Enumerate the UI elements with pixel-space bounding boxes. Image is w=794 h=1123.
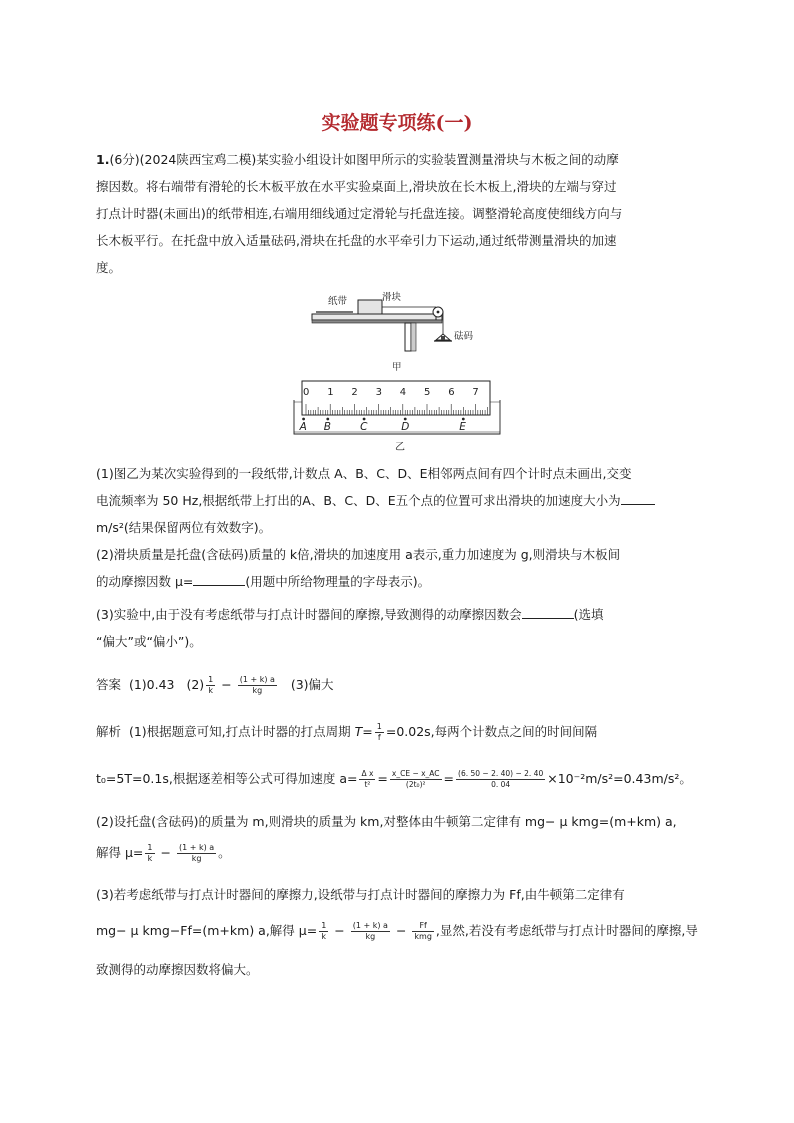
tape-point-label: A bbox=[299, 421, 307, 433]
mu-fraction-2: $\frac{(1 + k) a}{kg}$ bbox=[178, 843, 215, 863]
question-1-stem bbox=[96, 146, 702, 281]
stem-line-1: 1.(6分)(2024陕西宝鸡二模)某实验小组设计如图甲所示的实验装置测量滑块与木板之间的动摩 bbox=[96, 152, 619, 167]
figure-jia-apparatus bbox=[308, 290, 488, 372]
tape-point-label: C bbox=[360, 421, 368, 433]
tape-points bbox=[299, 418, 467, 433]
part-2-line-1: (2)滑块质量是托盘(含砝码)质量的 k倍,滑块的加速度用 a表示,重力加速度为 g,则滑块与木板间 bbox=[96, 547, 621, 562]
part-1-line-1: (1)图乙为某次实验得到的一段纸带,计数点 A、B、C、D、E相邻两点间有四个计时点未画出,交变 bbox=[96, 466, 632, 481]
stem-line-4: 长木板平行。在托盘中放入适量砝码,滑块在托盘的水平牵引力下运动,通过纸带测量滑块的加速 bbox=[96, 233, 617, 248]
analysis-line-4: 解得 μ= $\frac{1}{k}$ − $\frac{(1 + k) a}{kg}$ 。 bbox=[96, 843, 231, 863]
question-source: (2024陕西宝鸡二模) bbox=[139, 152, 257, 167]
answer-label: 答案 bbox=[96, 677, 122, 692]
analysis-line-2: t₀=5T=0.1s,根据逐差相等公式可得加速度 a= $\frac{\text{Δ x}}{\text{t²}}$ = $\frac{x\_CE - x\_AC}{\text{(2t₀)²}}$ = $\frac{(6. 50 - 2. 40) - 2. 40}{0. 04}$ ×10⁻²m/s²=0.43m/s²。 bbox=[96, 769, 692, 789]
analysis-line-6: mg− μ kmg−Ff=(m+km) a,解得 μ= $\frac{1}{k}$ − $\frac{(1 + k) a}{kg}$ − $\frac{Ff}{\text{kmg}}$ ,显然,若没有考虑纸带与打点计时器间的摩擦,导 bbox=[96, 921, 698, 941]
answer-1: (1)0.43 bbox=[128, 677, 175, 692]
tape-point-label: B bbox=[323, 421, 331, 433]
accel-fraction-2: $\frac{x\_CE - x\_AC}{\text{(2t₀)²}}$ bbox=[391, 769, 440, 789]
answer-blank-3 bbox=[522, 606, 574, 619]
tape-point-label: D bbox=[401, 421, 410, 433]
label-tape: 纸带 bbox=[328, 296, 348, 307]
ruler-number: 4 bbox=[399, 387, 407, 398]
mu-friction-fraction-3: $\frac{Ff}{\text{kmg}}$ bbox=[414, 921, 432, 941]
page-title: 实验题专项练(一) bbox=[321, 112, 473, 134]
mu-fraction-1: $\frac{1}{k}$ bbox=[147, 843, 153, 863]
accel-fraction-1: $\frac{\text{Δ x}}{\text{t²}}$ bbox=[361, 769, 374, 789]
ruler-number: 5 bbox=[424, 387, 431, 398]
question-number: 1. bbox=[96, 152, 110, 167]
part-1 bbox=[96, 460, 702, 541]
part-1-line-2: 电流频率为 50 Hz,根据纸带上打出的A、B、C、D、E五个点的位置可求出滑块的加速度大小为 bbox=[96, 487, 702, 514]
part-2-line-2: 的动摩擦因数 μ= (用题中所给物理量的字母表示)。 bbox=[96, 574, 431, 589]
tape-dot bbox=[404, 418, 407, 421]
tape-dot bbox=[326, 418, 329, 421]
part-3-line-2: “偏大”或“偏小”)。 bbox=[96, 634, 202, 649]
analysis-line-5: (3)若考虑纸带与打点计时器间的摩擦力,设纸带与打点计时器间的摩擦力为 Ff,由牛顿第二定律有 bbox=[96, 887, 625, 902]
period-fraction: $\frac{1}{f}$ bbox=[376, 722, 382, 742]
answer-blank-1 bbox=[621, 492, 655, 505]
ruler-number: 2 bbox=[351, 387, 358, 398]
part-3 bbox=[96, 601, 702, 655]
answer-3: (3)偏大 bbox=[290, 677, 334, 692]
question-score: (6分) bbox=[109, 152, 140, 167]
tape-dot bbox=[462, 418, 465, 421]
part-1-line-3: m/s²(结果保留两位有效数字)。 bbox=[96, 520, 272, 535]
stem-line-5: 度。 bbox=[96, 260, 122, 275]
ruler-number: 3 bbox=[375, 387, 382, 398]
tape-dot bbox=[302, 418, 305, 421]
ruler-number: 7 bbox=[472, 387, 479, 398]
accel-fraction-3: $\frac{(6. 50 - 2. 40) - 2. 40}{0. 04}$ bbox=[458, 769, 544, 789]
part-2 bbox=[96, 541, 702, 595]
mu-friction-fraction-2: $\frac{(1 + k) a}{kg}$ bbox=[352, 921, 388, 941]
label-weight: 砝码 bbox=[454, 331, 474, 342]
answer-line: 答案 (1)0.43 (2) $\frac{1}{k}$ − $\frac{(1 + k) a}{kg}$ (3)偏大 bbox=[96, 675, 334, 695]
label-block: 滑块 bbox=[382, 292, 402, 303]
mu-friction-fraction-1: $\frac{1}{k}$ bbox=[321, 921, 327, 941]
figure-yi-ruler-tape bbox=[290, 378, 510, 454]
tape-point-label: E bbox=[459, 421, 466, 433]
caption-yi: 乙 bbox=[395, 442, 405, 453]
analysis-line-1: 解析 (1)根据题意可知,打点计时器的打点周期 T= $\frac{1}{f}$ =0.02s,每两个计数点之间的时间间隔 bbox=[96, 722, 598, 742]
analysis-label: 解析 bbox=[96, 724, 122, 739]
ruler-number: 0 bbox=[303, 387, 310, 398]
caption-jia: 甲 bbox=[392, 362, 402, 372]
part-3-line-1: (3)实验中,由于没有考虑纸带与打点计时器间的摩擦,导致测得的动摩擦因数会 (选填 bbox=[96, 607, 604, 622]
analysis-line-3: (2)设托盘(含砝码)的质量为 m,则滑块的质量为 km,对整体由牛顿第二定律有 mg− μ kmg=(m+km) a, bbox=[96, 814, 677, 829]
analysis-line-7: 致测得的动摩擦因数将偏大。 bbox=[96, 962, 259, 977]
tape-dot bbox=[363, 418, 366, 421]
stem-line-3: 打点计时器(未画出)的纸带相连,右端用细线通过定滑轮与托盘连接。调整滑轮高度使细线方向与 bbox=[96, 206, 623, 221]
answer-2-fraction-1: $\frac{1}{k}$ bbox=[208, 675, 214, 695]
ruler-number: 1 bbox=[327, 387, 334, 398]
ruler-number: 6 bbox=[448, 387, 455, 398]
answer-2-fraction-2: $\frac{(1 + k) a}{kg}$ bbox=[239, 675, 275, 695]
answer-2-prefix: (2) bbox=[186, 677, 205, 692]
answer-blank-2 bbox=[193, 573, 245, 586]
stem-line-2: 擦因数。将右端带有滑轮的长木板平放在水平实验桌面上,滑块放在长木板上,滑块的左端与穿过 bbox=[96, 179, 617, 194]
